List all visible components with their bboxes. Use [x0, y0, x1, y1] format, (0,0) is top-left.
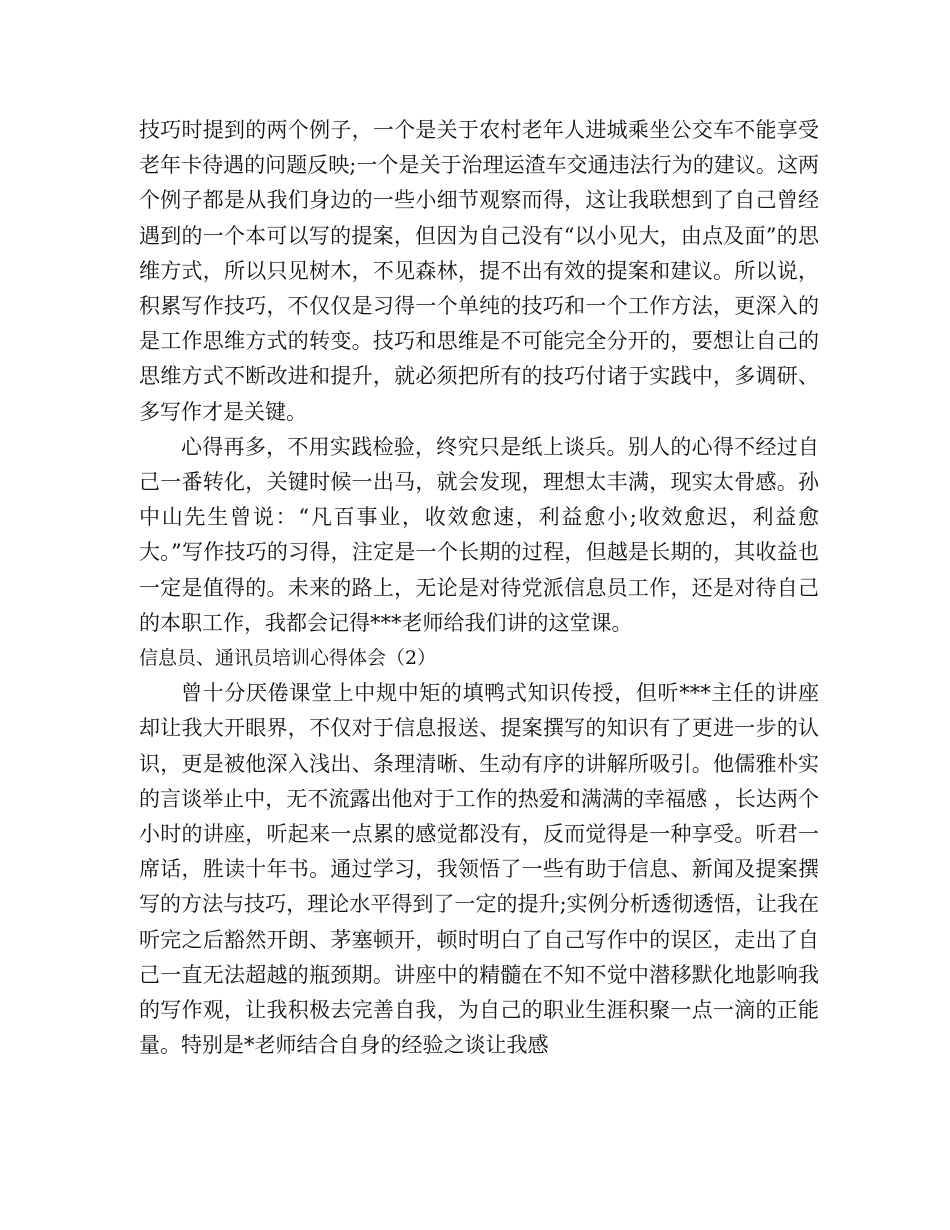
paragraph-lecture: 曾十分厌倦课堂上中规中矩的填鸭式知识传授，但听***主任的讲座却让我大开眼界，不仅对于信息报送、提案撰写的知识有了更进一步的认识，更是被他深入浅出、条理清晰、生动有序的讲解所吸引。他儒雅朴实的言谈举止中，无不流露出他对于工作的热爱和满满的幸福感 ，长达两个小时的讲座，听起来一点累的感觉都没有，反而觉得是一种享受。听君一席话，胜读十年书。通过学习，我领悟了一些有助于信息、新闻及提案撰写的方法与技巧，理论水平得到了一定的提升;实例分析透彻透悟，让我在听完之后豁然开朗、茅塞顿开，顿时明白了自己写作中的误区，走出了自己一直无法超越的瓶颈期。讲座中的精髓在不知不觉中潜移默化地影响我的写作观，让我积极去完善自我，为自己的职业生涯积聚一点一滴的正能量。特别是*老师结合自身的经验之谈让我感 — [139, 681, 819, 1058]
paragraph-practice: 心得再多，不用实践检验，终究只是纸上谈兵。别人的心得不经过自己一番转化，关键时候一出马，就会发现，理想太丰满，现实太骨感。孙中山先生曾说：“凡百事业，收效愈速，利益愈小;收效愈迟，利益愈大。”写作技巧的习得，注定是一个长期的过程，但越是长期的，其收益也一定是值得的。未来的路上，无论是对待党派信息员工作，还是对待自己的本职工作，我都会记得***老师给我们讲的这堂课。 — [139, 434, 819, 635]
document-body — [139, 113, 819, 1063]
paragraph-continuation: 技巧时提到的两个例子，一个是关于农村老年人进城乘坐公交车不能享受老年卡待遇的问题反映;一个是关于治理运渣车交通违法行为的建议。这两个例子都是从我们身边的一些小细节观察而得，这让我联想到了自己曾经遇到的一个本可以写的提案，但因为自己没有“以小见大，由点及面”的思维方式，所以只见树木，不见森林，提不出有效的提案和建议。所以说，积累写作技巧，不仅仅是习得一个单纯的技巧和一个工作方法，更深入的是工作思维方式的转变。技巧和思维是不可能完全分开的，要想让自己的思维方式不断改进和提升，就必须把所有的技巧付诸于实践中，多调研、多写作才是关键。 — [139, 118, 819, 424]
section-heading: 信息员、通讯员培训心得体会（2） — [139, 647, 437, 670]
